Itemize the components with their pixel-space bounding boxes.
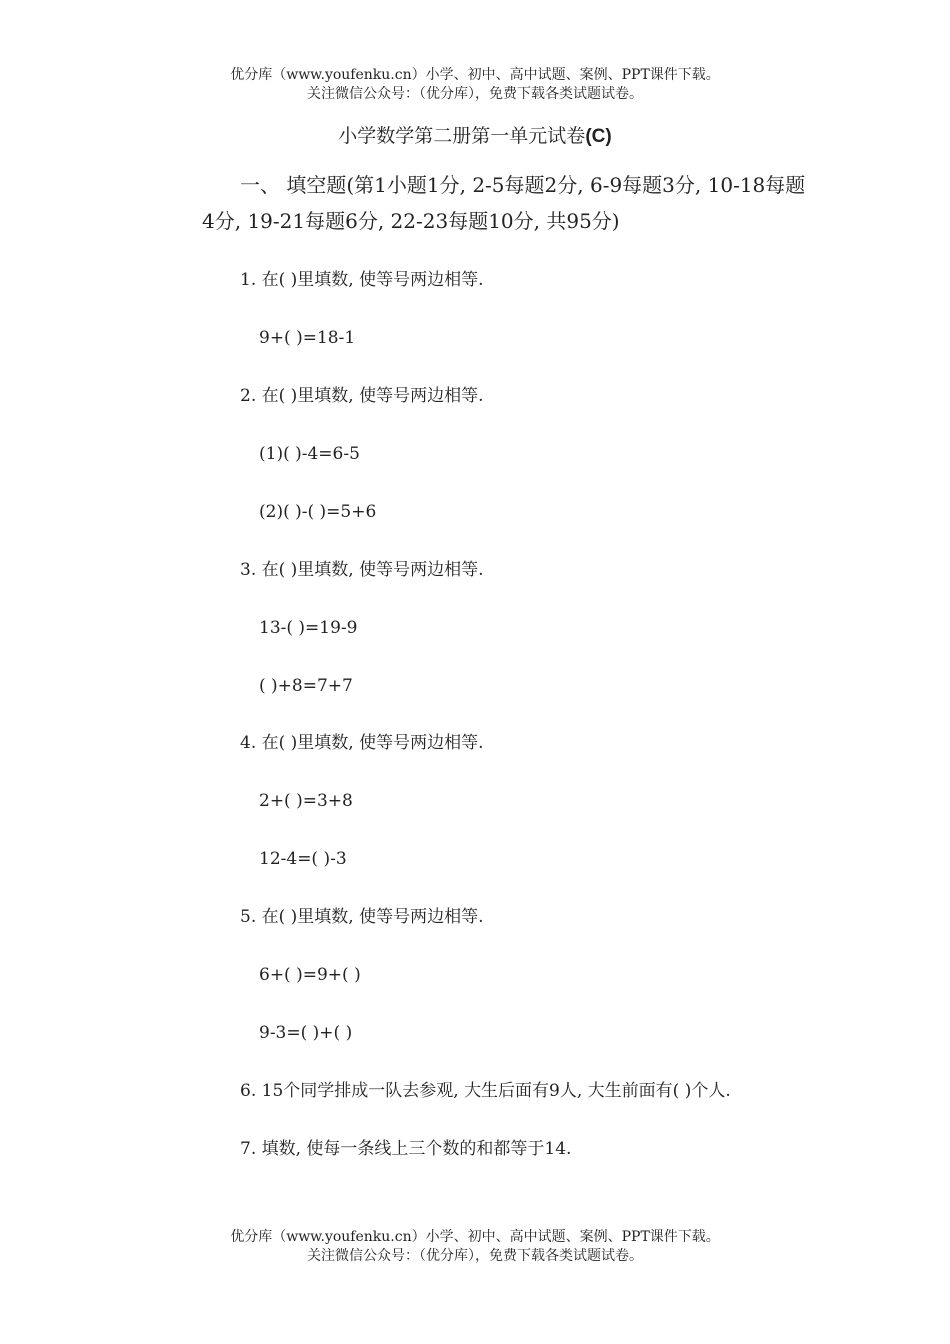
title-suffix: (C) [585,126,612,147]
page-footer [0,1228,950,1266]
question-3-equation-2: ( )+8=7+7 [259,676,353,696]
header-line-1: 优分库（www.youfenku.cn）小学、初中、高中试题、案例、PPT课件下载。 [230,67,720,83]
page-header [0,66,950,104]
question-7: 7. 填数, 使每一条线上三个数的和都等于14. [240,1139,572,1159]
document-title [0,122,950,151]
footer-line-2: 关注微信公众号：（优分库），免费下载各类试题试卷。 [307,1248,643,1264]
question-2-equation-2: (2)( )-( )=5+6 [259,502,377,522]
question-3-equation-1: 13-( )=19-9 [259,618,358,638]
question-2-equation-1: (1)( )-4=6-5 [259,444,360,464]
question-5-equation-2: 9-3=( )+( ) [259,1023,353,1043]
footer-line-1: 优分库（www.youfenku.cn）小学、初中、高中试题、案例、PPT课件下载。 [230,1229,720,1245]
question-1-equation: 9+( )=18-1 [259,328,356,348]
question-5: 5. 在( )里填数, 使等号两边相等. [240,907,484,927]
header-line-2: 关注微信公众号：（优分库），免费下载各类试题试卷。 [307,86,643,102]
title-main: 小学数学第二册第一单元试卷 [338,125,586,147]
question-2: 2. 在( )里填数, 使等号两边相等. [240,386,484,406]
question-4-equation-2: 12-4=( )-3 [259,849,347,869]
question-4-equation-1: 2+( )=3+8 [259,791,353,811]
question-6: 6. 15个同学排成一队去参观, 大生后面有9人, 大生前面有( )个人. [240,1081,731,1101]
question-4: 4. 在( )里填数, 使等号两边相等. [240,733,484,753]
question-1: 1. 在( )里填数, 使等号两边相等. [240,270,484,290]
section-heading: 一、 填空题(第1小题1分, 2-5每题2分, 6-9每题3分, 10-18每题4分, 19-21每题6分, 22-23每题10分, 共95分) [202,173,806,233]
question-3: 3. 在( )里填数, 使等号两边相等. [240,560,484,580]
question-5-equation-1: 6+( )=9+( ) [259,965,361,985]
